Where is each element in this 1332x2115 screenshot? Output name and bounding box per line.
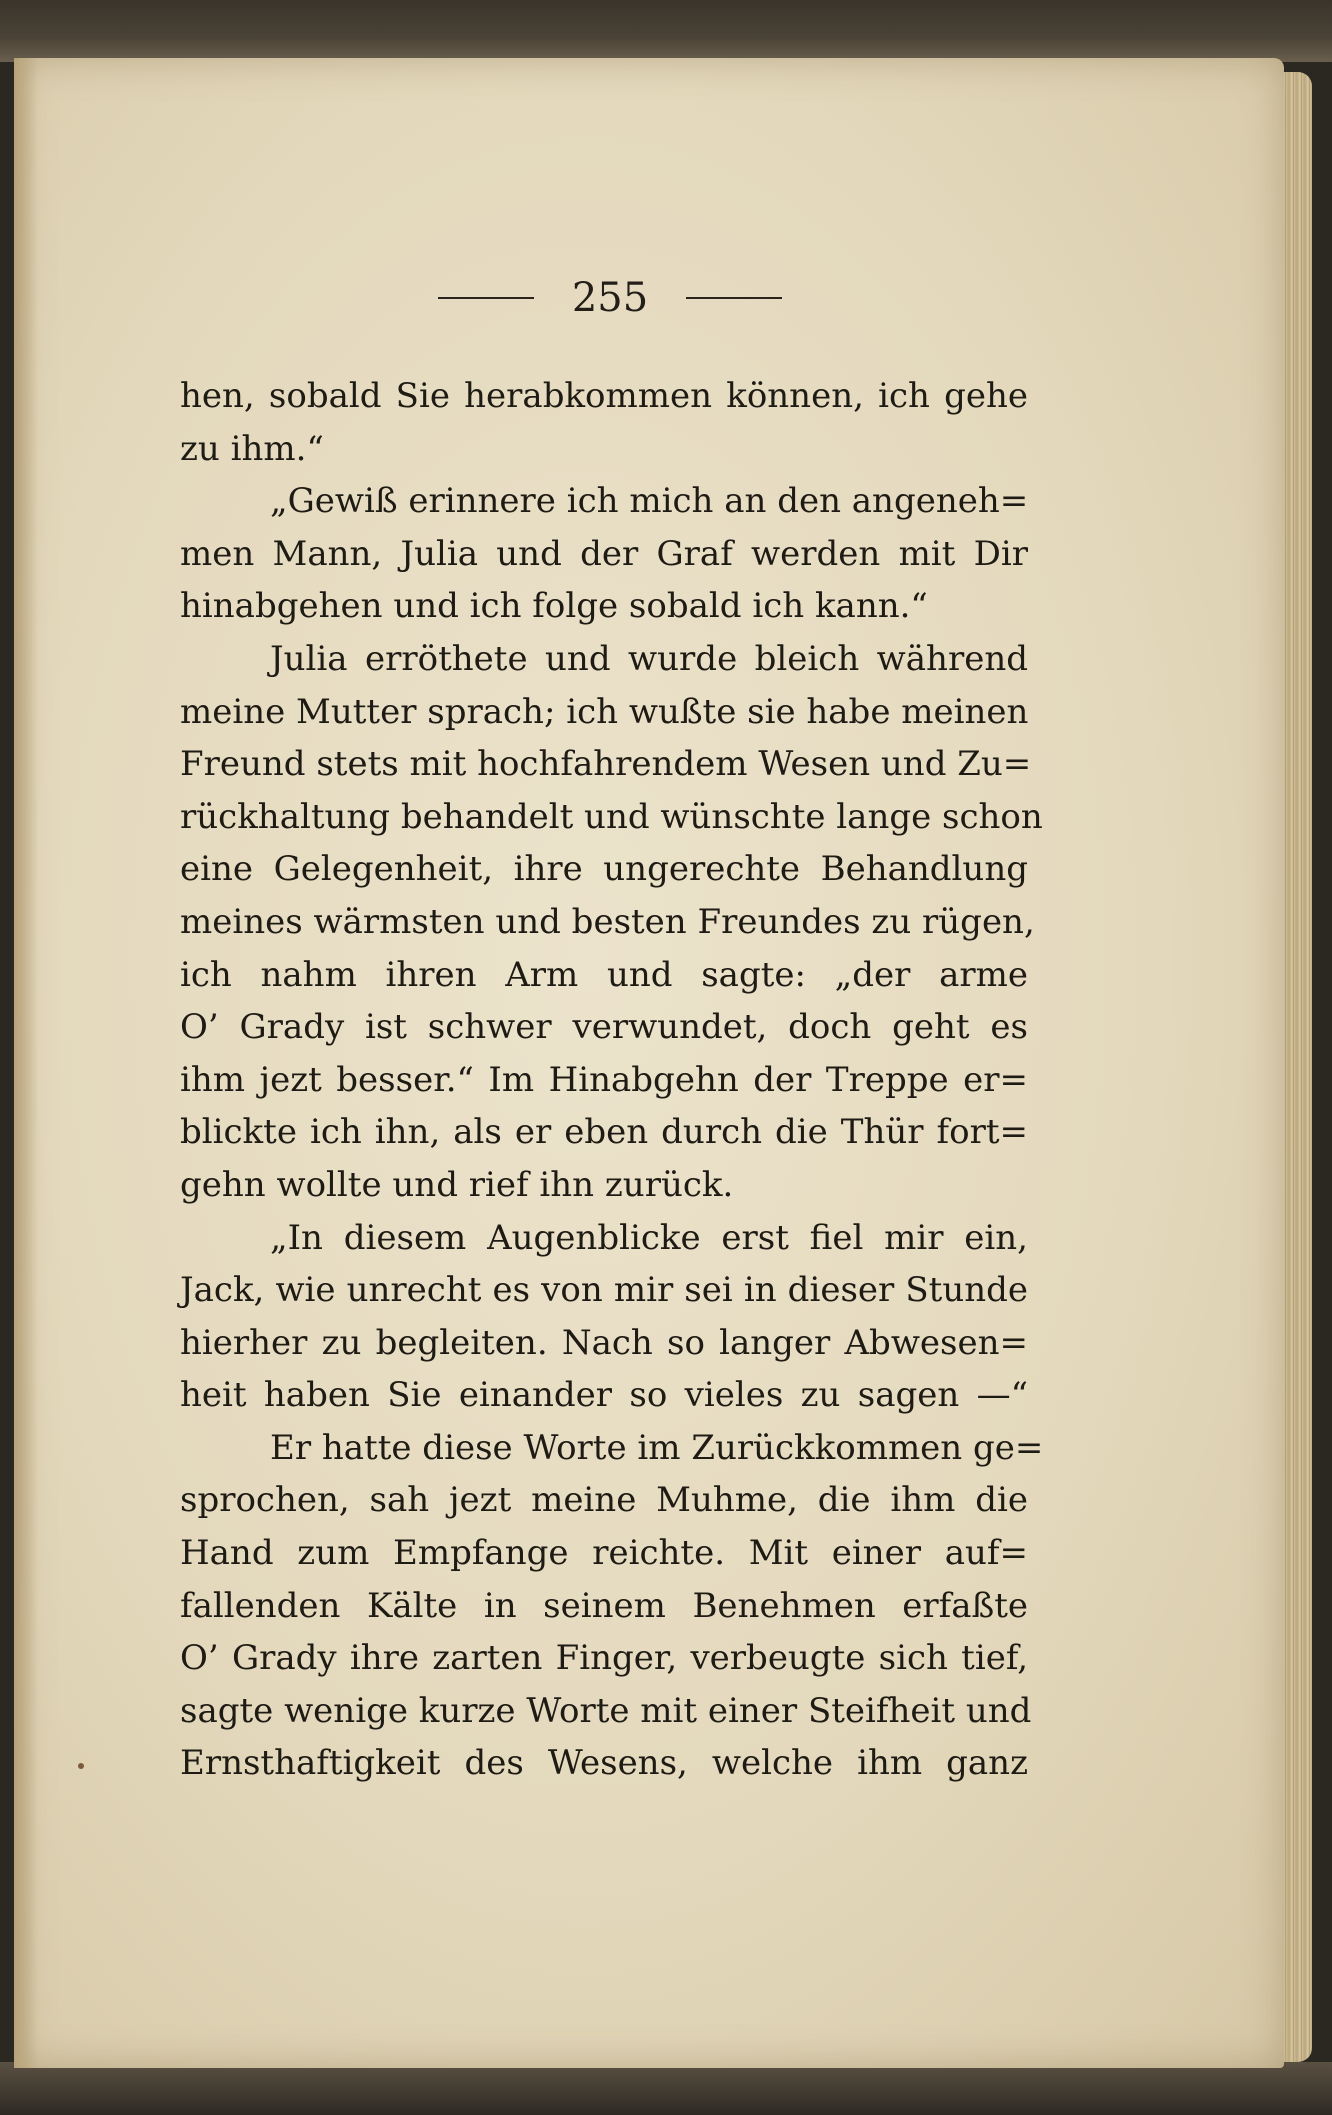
text-line: meines wärmsten und besten Freundes zu rügen, xyxy=(180,901,1035,942)
text-line: Hand zum Empfange reichte. Mit einer auf= xyxy=(180,1533,1028,1574)
text-line: heit haben Sie einander so vieles zu sagen —“ xyxy=(180,1375,1028,1416)
text-line: meine Mutter sprach; ich wußte sie habe meinen xyxy=(180,691,1029,732)
text-line: rückhaltung behandelt und wünschte lange schon xyxy=(180,796,1043,837)
text-line: O’ Grady ihre zarten Finger, verbeugte sich tief, xyxy=(180,1638,1028,1679)
text-line: hen, sobald Sie herabkommen können, ich gehe xyxy=(180,376,1028,416)
body-text xyxy=(180,370,1044,1790)
header-rule-right xyxy=(686,297,782,299)
text-line: men Mann, Julia und der Graf werden mit Dir xyxy=(180,533,1028,574)
text-line: zu ihm.“ xyxy=(180,428,324,469)
text-line: sprochen, sah jezt meine Muhme, die ihm die xyxy=(180,1480,1028,1521)
page-number: 255 xyxy=(571,275,649,321)
text-line: hinabgehen und ich folge sobald ich kann.“ xyxy=(180,586,928,627)
text-line: blickte ich ihn, als er eben durch die Thür fort= xyxy=(180,1112,1028,1153)
text-line: „In diesem Augenblicke erst fiel mir ein, xyxy=(270,1217,1028,1258)
text-line: ihm jezt besser.“ Im Hinabgehn der Treppe er= xyxy=(180,1059,1028,1100)
text-line: Freund stets mit hochfahrendem Wesen und Zu= xyxy=(180,744,1032,785)
text-line: gehn wollte und rief ihn zurück. xyxy=(180,1164,734,1205)
ink-spot xyxy=(78,1763,84,1769)
text-line: sagte wenige kurze Worte mit einer Steifheit und xyxy=(180,1690,1032,1731)
book-cover-top xyxy=(0,0,1332,62)
text-line: „Gewiß erinnere ich mich an den angeneh= xyxy=(270,481,1029,522)
text-line: Er hatte diese Worte im Zurückkommen ge= xyxy=(270,1427,1044,1468)
page-header xyxy=(420,268,800,328)
header-rule-left xyxy=(438,297,534,299)
text-line: eine Gelegenheit, ihre ungerechte Behandlung xyxy=(180,849,1028,890)
text-line: ich nahm ihren Arm und sagte: „der arme xyxy=(180,954,1028,995)
text-line: Ernsthaftigkeit des Wesens, welche ihm ganz xyxy=(180,1743,1028,1784)
page-gutter xyxy=(14,58,38,2068)
book-cover-bottom xyxy=(0,2062,1332,2115)
text-line: O’ Grady ist schwer verwundet, doch geht es xyxy=(180,1007,1028,1048)
text-line: fallenden Kälte in seinem Benehmen erfaßte xyxy=(180,1585,1028,1626)
text-line: Jack, wie unrecht es von mir sei in dieser Stunde xyxy=(180,1270,1028,1311)
text-line: hierher zu begleiten. Nach so langer Abwesen= xyxy=(180,1322,1028,1363)
text-line: Julia erröthete und wurde bleich während xyxy=(270,638,1028,679)
